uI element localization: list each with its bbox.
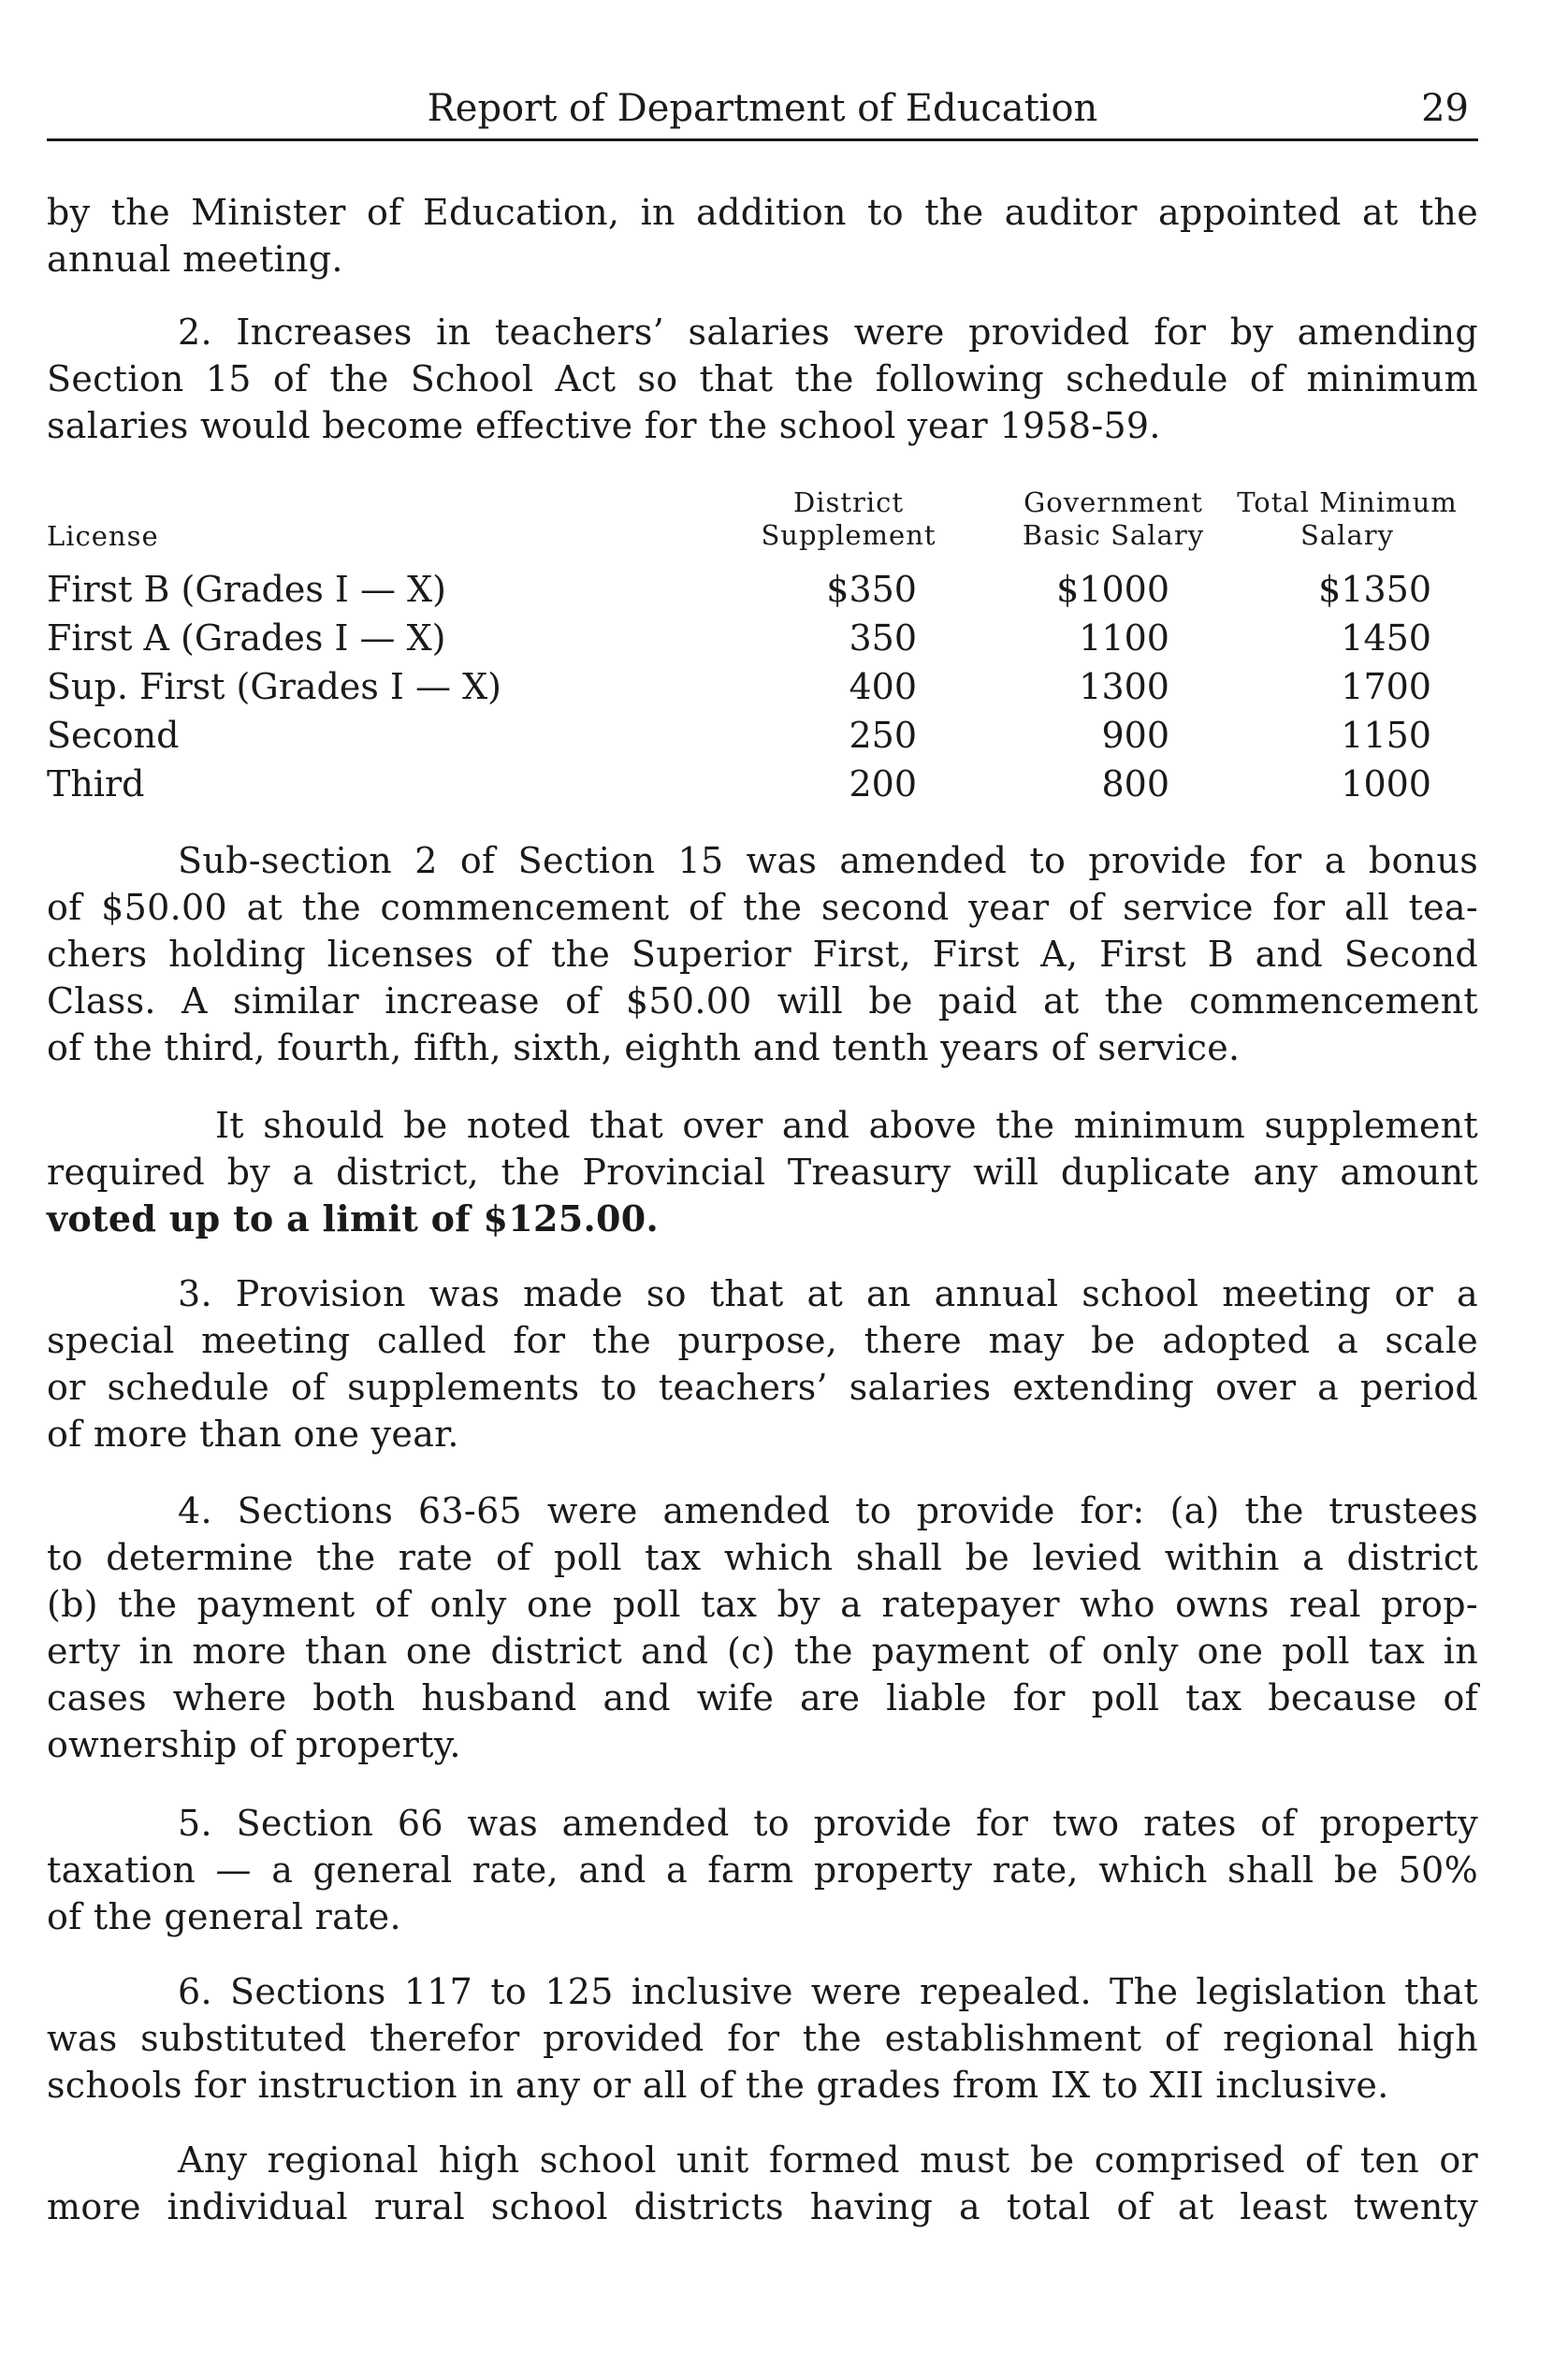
government-cell: 1300	[1079, 666, 1169, 707]
paragraph-3	[47, 837, 1478, 1071]
paragraph-line: salaries would become effective for the school year 1958-59.	[47, 405, 1161, 446]
district-cell: 350	[849, 617, 917, 659]
license-cell: Third	[47, 763, 145, 805]
column-header-total	[1207, 486, 1488, 552]
paragraph-line: taxation — a general rate, and a farm property rate, which shall be 50%	[47, 1849, 1478, 1891]
paragraph-2	[47, 309, 1478, 449]
column-header-line: Salary	[1300, 519, 1394, 551]
table-row	[47, 711, 1478, 760]
license-cell: Second	[47, 715, 180, 756]
paragraph-line: Section 15 of the School Act so that the following schedule of minimum	[47, 358, 1478, 399]
district-cell: $350	[826, 569, 917, 610]
column-header-license: License	[47, 520, 159, 552]
paragraph-line: of more than one year.	[47, 1414, 459, 1455]
column-header-line: Total Minimum	[1237, 486, 1458, 518]
paragraph-7	[47, 1800, 1478, 1940]
paragraph-9	[47, 2137, 1478, 2230]
paragraph-line: special meeting called for the purpose, there may be adopted a scale	[47, 1320, 1478, 1361]
paragraph-line: of the third, fourth, fifth, sixth, eighth and tenth years of service.	[47, 1027, 1241, 1068]
column-header-line: Supplement	[761, 519, 936, 551]
paragraph-5	[47, 1270, 1478, 1457]
government-cell: $1000	[1056, 569, 1169, 610]
paragraph-line: of $50.00 at the commencement of the second year of service for all tea-	[47, 887, 1478, 928]
paragraph-line: of the general rate.	[47, 1896, 401, 1937]
paragraph-line: 4. Sections 63-65 were amended to provide for: (a) the trustees	[178, 1490, 1478, 1531]
running-header	[47, 82, 1478, 141]
paragraph-8	[47, 1968, 1478, 2109]
district-cell: 250	[849, 715, 917, 756]
paragraph-line: ownership of property.	[47, 1724, 461, 1765]
paragraph-line: was substituted therefor provided for the establishment of regional high	[47, 2018, 1478, 2059]
paragraph-line: more individual rural school districts having a total of at least twenty	[47, 2186, 1478, 2227]
district-cell: 200	[849, 763, 917, 805]
paragraph-line: required by a district, the Provincial Treasury will duplicate any amount	[47, 1152, 1478, 1193]
paragraph-line: cases where both husband and wife are liable for poll tax because of	[47, 1677, 1478, 1718]
paragraph-line: erty in more than one district and (c) the payment of only one poll tax in	[47, 1631, 1478, 1672]
paragraph-line: It should be noted that over and above the minimum supplement	[215, 1105, 1478, 1146]
total-cell: 1700	[1341, 666, 1431, 707]
header-title: Report of Department of Education	[427, 87, 1098, 130]
column-header-line: Government	[1024, 486, 1203, 518]
paragraph-line: schools for instruction in any or all of the grades from IX to XII inclusive.	[47, 2065, 1389, 2106]
paragraph-line: Class. A similar increase of $50.00 will be paid at the commencement	[47, 980, 1478, 1022]
paragraph-line: voted up to a limit of $125.00.	[47, 1197, 659, 1240]
paragraph-1	[47, 189, 1478, 283]
government-cell: 900	[1101, 715, 1169, 756]
paragraph-line: by the Minister of Education, in addition to the auditor appointed at the	[47, 192, 1478, 233]
table-row	[47, 760, 1478, 808]
district-cell: 400	[849, 666, 917, 707]
page-number: 29	[1421, 87, 1469, 130]
license-cell: First B (Grades I — X)	[47, 569, 446, 610]
paragraph-line: (b) the payment of only one poll tax by a ratepayer who owns real prop-	[47, 1584, 1478, 1625]
paragraph-4	[47, 1102, 1478, 1242]
license-cell: First A (Grades I — X)	[47, 617, 446, 659]
paragraph-line: 5. Section 66 was amended to provide for two rates of property	[178, 1803, 1478, 1844]
paragraph-line: Any regional high school unit formed must be comprised of ten or	[178, 2139, 1478, 2181]
table-row	[47, 565, 1478, 614]
column-header-district	[713, 486, 984, 552]
total-cell: 1000	[1341, 763, 1431, 805]
paragraph-line: or schedule of supplements to teachers’ salaries extending over a period	[47, 1367, 1478, 1408]
paragraph-line: Sub-section 2 of Section 15 was amended to provide for a bonus	[178, 840, 1478, 881]
paragraph-line: annual meeting.	[47, 239, 343, 280]
paragraph-6	[47, 1487, 1478, 1768]
column-header-line: District	[792, 486, 905, 518]
government-cell: 1100	[1079, 617, 1169, 659]
paragraph-line: chers holding licenses of the Superior First, First A, First B and Second	[47, 934, 1478, 975]
government-cell: 800	[1101, 763, 1169, 805]
paragraph-line: 6. Sections 117 to 125 inclusive were repealed. The legislation that	[178, 1971, 1478, 2012]
paragraph-line: 2. Increases in teachers’ salaries were provided for by amending	[178, 312, 1478, 353]
paragraph-line: 3. Provision was made so that at an annual school meeting or a	[178, 1273, 1478, 1314]
license-cell: Sup. First (Grades I — X)	[47, 666, 501, 707]
table-row	[47, 662, 1478, 711]
column-header-line: Basic Salary	[1022, 519, 1205, 551]
total-cell: 1150	[1341, 715, 1431, 756]
paragraph-line: to determine the rate of poll tax which shall be levied within a district	[47, 1537, 1478, 1578]
total-cell: 1450	[1341, 617, 1431, 659]
table-row	[47, 614, 1478, 662]
total-cell: $1350	[1318, 569, 1431, 610]
